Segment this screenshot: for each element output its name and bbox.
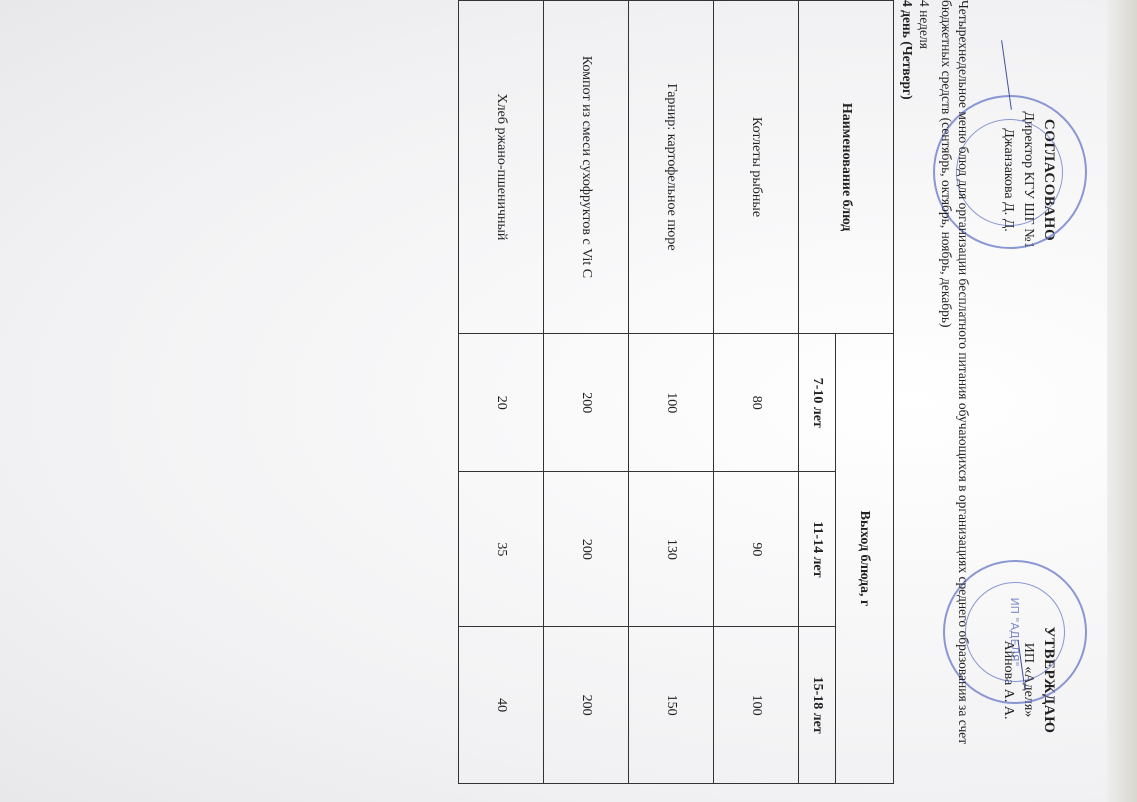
approval-left-title: СОГЛАСОВАНО: [1041, 118, 1057, 242]
approval-left-name: Джанзакова Д. Д.: [1001, 128, 1016, 232]
header-output: Выход блюда, г: [836, 334, 894, 784]
table-row: [459, 1, 544, 784]
dish-output: 150: [629, 627, 714, 784]
table-row: [544, 1, 629, 784]
header-age-group: 11-14 лет: [799, 472, 836, 627]
dish-output: 90: [714, 472, 799, 627]
dish-output: 80: [714, 334, 799, 472]
dish-output: 200: [544, 627, 629, 784]
dish-output: 35: [459, 472, 544, 627]
approval-right-title: УТВЕРЖДАЮ: [1041, 626, 1057, 734]
table-row: [629, 1, 714, 784]
header-age-group: 15-18 лет: [799, 627, 836, 784]
header-age-group: 7-10 лет: [799, 334, 836, 472]
menu-table: [458, 0, 894, 784]
dish-output: 200: [544, 334, 629, 472]
dish-name: Котлеты рыбные: [714, 1, 799, 334]
dish-name: Гарнир: картофельное пюре: [629, 1, 714, 334]
dish-name: Хлеб ржано-пшеничный: [459, 1, 544, 334]
header-dish-name: Наименование блюд: [799, 1, 894, 334]
dish-output: 100: [629, 334, 714, 472]
dish-output: 100: [714, 627, 799, 784]
dish-output: 130: [629, 472, 714, 627]
dish-output: 20: [459, 334, 544, 472]
day-label: 4 день (Четверг): [900, 0, 915, 100]
table-row: [714, 1, 799, 784]
dish-name: Компот из смеси сухофруктов с Vit C: [544, 1, 629, 334]
document-description: Четырехнедельное меню блюд для организации бесплатного питания обучающихся в организациях среднего образования за счет бюджетных средств (сентябрь, октябрь, ноябрь, декабрь): [939, 0, 971, 745]
week-label: 4 неделя: [917, 0, 932, 49]
approval-right-name: Айнова А. А.: [1001, 640, 1016, 720]
dish-output: 40: [459, 627, 544, 784]
approval-right-position: ИП «Аделя»: [1021, 642, 1036, 718]
seal-text: ИП "АДЕЛЯ": [965, 582, 1065, 682]
approval-left-position: Директор КГУ ШГ №1: [1021, 111, 1036, 249]
dish-output: 200: [544, 472, 629, 627]
